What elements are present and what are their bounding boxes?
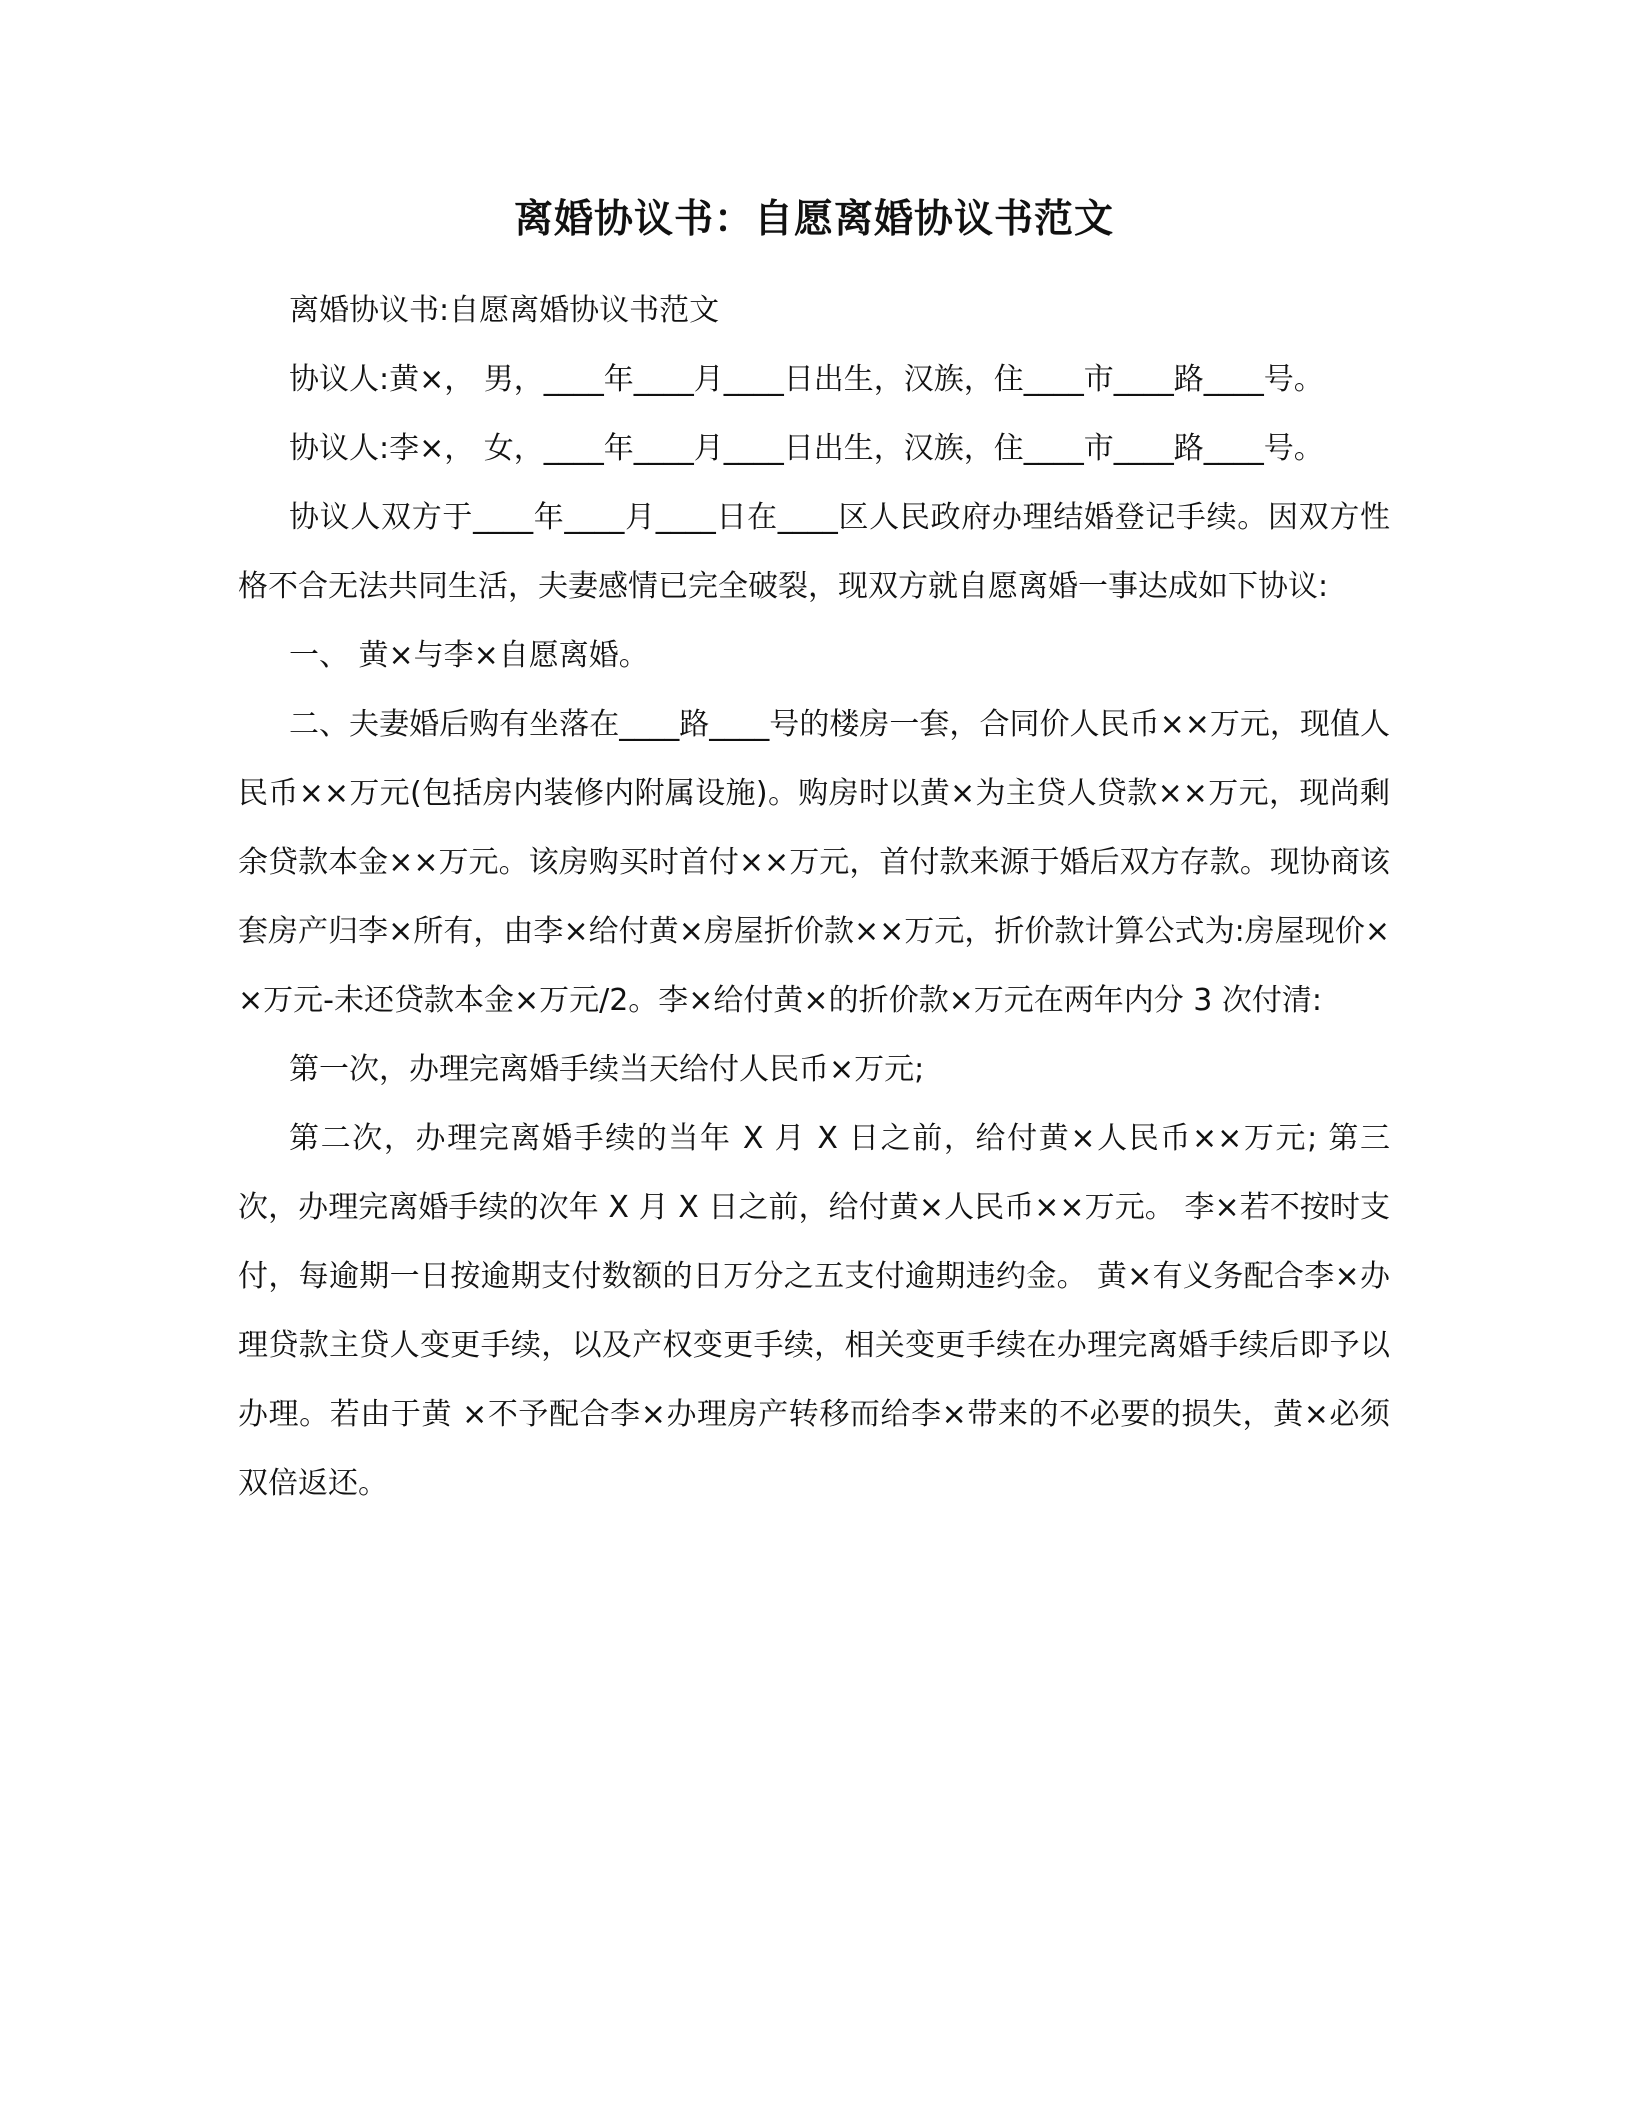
- paragraph-party-husband: 协议人:黄×， 男，____年____月____日出生，汉族，住____市____路____号。: [289, 362, 1324, 397]
- paragraph-preamble: 协议人双方于____年____月____日在____区人民政府办理结婚登记手续。因双方性格不合无法共同生活，夫妻感情已完全破裂，现双方就自愿离婚一事达成如下协议:: [238, 500, 1390, 604]
- document-title: 离婚协议书：自愿离婚协议书范文: [513, 197, 1114, 242]
- paragraph-payment-1: 第一次，办理完离婚手续当天给付人民币×万元;: [289, 1052, 925, 1087]
- document-body: [238, 276, 1390, 1518]
- paragraph-payment-2-3: 第二次，办理完离婚手续的当年 X 月 X 日之前，给付黄×人民币××万元; 第三次，办理完离婚手续的次年 X 月 X 日之前，给付黄×人民币××万元。 李×若不按时支付，每逾期一日按逾期支付数额的日万分之五支付逾期违约金。 黄×有义务配合李×办理贷款主贷人变更手续，以及产权变更手续，相关变更手续在办理完离婚手续后即予以办理。若由于黄 ×不予配合李×办理房产转移而给李×带来的不必要的损失，黄×必须双倍返还。: [238, 1121, 1390, 1501]
- paragraph-party-wife: 协议人:李×， 女，____年____月____日出生，汉族，住____市____路____号。: [289, 431, 1324, 466]
- paragraph-clause-1: 一、 黄×与李×自愿离婚。: [289, 638, 649, 673]
- paragraph-clause-2: 二、夫妻婚后购有坐落在____路____号的楼房一套，合同价人民币××万元，现值人民币××万元(包括房内装修内附属设施)。购房时以黄×为主贷人贷款××万元，现尚剩余贷款本金××万元。该房购买时首付××万元，首付款来源于婚后双方存款。现协商该套房产归李×所有，由李×给付黄×房屋折价款××万元，折价款计算公式为:房屋现价××万元-未还贷款本金×万元/2。李×给付黄×的折价款×万元在两年内分 3 次付清:: [238, 707, 1390, 1018]
- paragraph-subtitle: 离婚协议书:自愿离婚协议书范文: [289, 293, 720, 328]
